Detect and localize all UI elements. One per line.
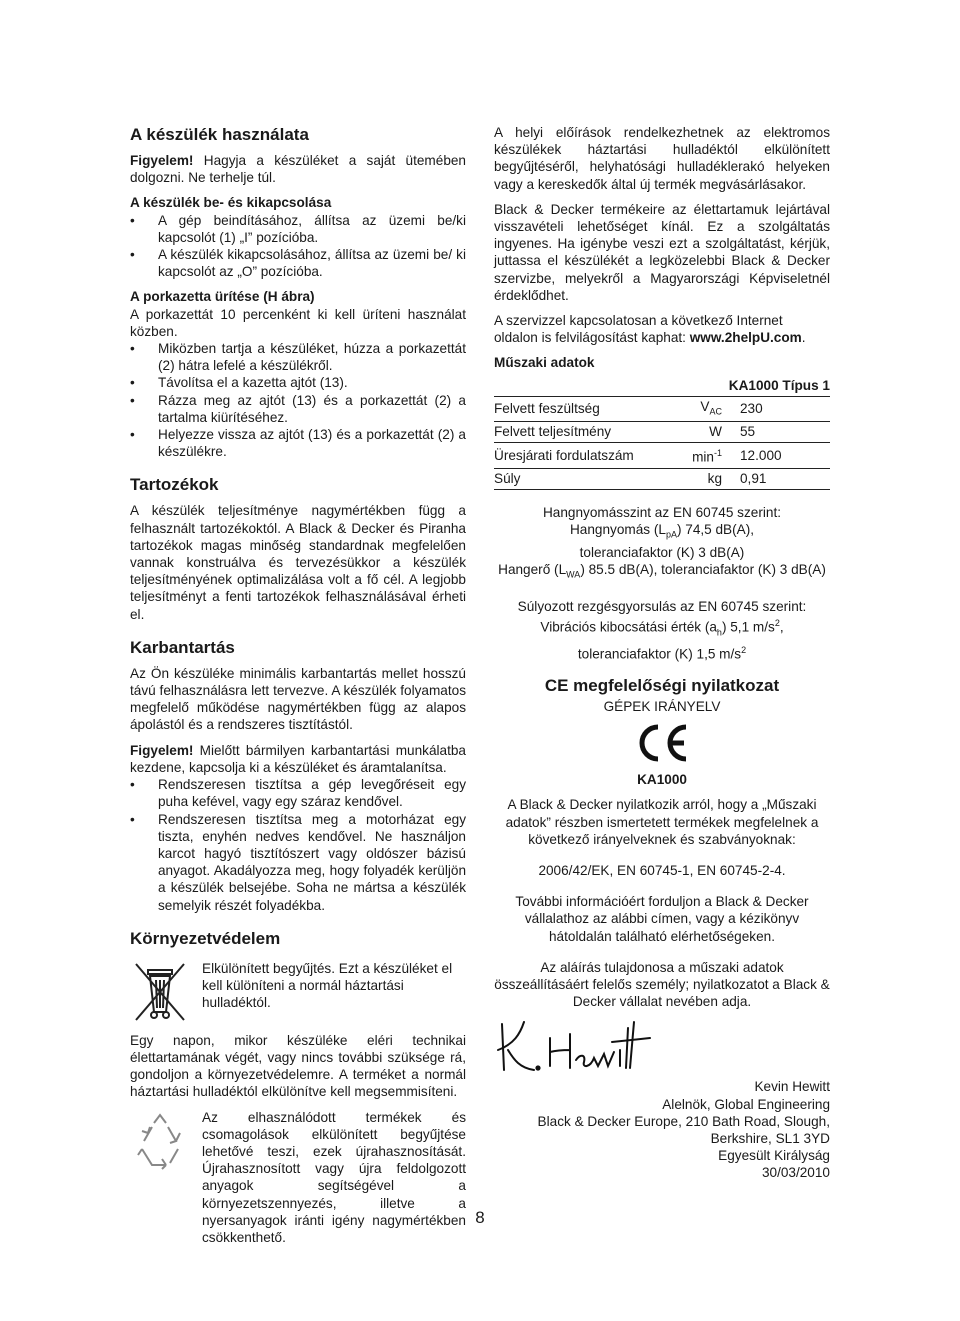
vib-sub: h <box>716 627 722 638</box>
bin-row <box>130 960 466 1024</box>
table-row <box>494 396 830 422</box>
unit-sub: AC <box>709 406 722 417</box>
unit: V <box>700 398 710 414</box>
maintenance-title: Karbantartás <box>130 637 235 657</box>
ce-mark-icon <box>494 721 830 769</box>
empty-intro: A porkazettát 10 percenként ki kell üríteni használat közben. <box>130 306 466 339</box>
accessories-title: Tartozékok <box>130 475 219 495</box>
crossed-bin-icon <box>130 960 190 1024</box>
service-text-end: . <box>801 330 806 346</box>
onoff-title: A készülék be- és kikapcsolása <box>130 195 332 211</box>
noise-pressure <box>494 521 830 544</box>
empty-list <box>130 340 466 460</box>
list-item: • Rendszeresen tisztítsa a gép levegőréseit egy puha kefével, vagy egy száraz kendővel. <box>130 776 466 810</box>
right-column <box>494 124 830 1182</box>
specs-title: Műszaki adatok <box>494 355 595 371</box>
noise-block <box>494 504 830 584</box>
ce-title: CE megfelelőségi nyilatkozat <box>544 675 780 695</box>
noise-power <box>494 561 830 584</box>
noise-tolerance: toleranciafaktor (K) 3 dB(A) <box>579 545 745 561</box>
list-item: • Rázza meg az ajtót (13) és a porkazettát (2) a tartalma kiürítéséhez. <box>130 392 466 426</box>
maintenance-warning <box>130 742 466 776</box>
signatory-block <box>494 1078 830 1181</box>
warning-text: Hagyja a készüléket a saját ütemében dolgozni. Ne terhelje túl. <box>130 153 466 186</box>
spec-value: 0,91 <box>732 468 830 489</box>
list-item: • Helyezze vissza az ajtót (13) és a porkazettát (2) a készülékre. <box>130 426 466 460</box>
spec-unit <box>662 443 732 469</box>
vib-text: , <box>779 619 784 635</box>
spec-label: Felvett feszültség <box>494 396 662 422</box>
spec-value: 230 <box>732 396 830 422</box>
list-item: • Rendszeresen tisztítsa meg a motorházat egy tiszta, enyhén nedves kendővel. Ne használjon karcot hagyó tisztítószert vagy oldószer bázisú anyagot. Akadályozza meg, hogy folyadék kerüljön a készülék belsejébe. Soha ne mártsa a készülék semelyik részét folyadékba. <box>130 811 466 914</box>
warning-text: Mielőtt bármilyen karbantartási munkálatba kezdene, kapcsolja ki a készüléket és áramtalanítsa. <box>130 742 466 775</box>
signatory-date: 30/03/2010 <box>761 1165 830 1181</box>
signatory-address-2: Berkshire, SL1 3YD <box>710 1130 830 1146</box>
service-text-body: A szervizzel kapcsolatosan a következő Internet oldalon is felvilágosítást kaphat: <box>494 313 783 346</box>
spec-unit <box>662 396 732 422</box>
warning-label: Figyelem! <box>130 742 194 758</box>
list-item: • A készülék kikapcsolásához, állítsa az üzemi be/ ki kapcsolót az „O” pozícióba. <box>130 246 466 280</box>
accessories-text: A készülék teljesítménye nagymértékben függ a felhasznált tartozékoktól. A Black & Decker és Piranha tartozékok magas minőség standardnak megfelelően vannak konstruálva és tervezésükkor a készülék teljesítményének optimalizálása volt a fő cél. A legjobb teljesítményt a fenti tartozékok felhasználásával érheti el. <box>130 503 466 622</box>
service-text <box>494 312 830 346</box>
ce-signatory-text: Az aláírás tulajdonosa a műszaki adatok összeállításáért felelős személy; nyilatkozatot a Black & Decker vállalat nevében adja. <box>494 959 830 1010</box>
usage-title: A készülék használata <box>130 125 309 144</box>
spec-unit: kg <box>662 468 732 489</box>
vib-text: toleranciafaktor (K) 1,5 m/s <box>577 646 742 662</box>
noise-text: ) 85.5 dB(A), toleranciafaktor (K) 3 dB(A) <box>580 562 826 578</box>
vib-text: ) 5,1 m/s <box>721 619 775 635</box>
vib-sup: 2 <box>774 618 780 629</box>
recycle-icon <box>130 1109 190 1173</box>
spec-label: Felvett teljesítmény <box>494 422 662 443</box>
signatory-title: Alelnök, Global Engineering <box>662 1096 830 1112</box>
table-header-row <box>494 376 830 397</box>
specs-header: KA1000 Típus 1 <box>494 376 830 397</box>
service-link[interactable]: www.2helpU.com <box>689 330 802 346</box>
signatory-country: Egyesült Királyság <box>718 1148 830 1164</box>
recycle-text: Az elhasználódott termékek és csomagolások elkülönített begyűjtése lehetővé teszi, ezek újrahasznosítását. Újrahasznosított vagy újra feldolgozott anyagok segítségével a környezetszennyezés, illetve a nyersanyagok iránti igény nagymértékben csökkenthető. <box>202 1109 466 1245</box>
list-item: • A gép beindításához, állítsa az üzemi be/ki kapcsolót (1) „I” pozícióba. <box>130 212 466 246</box>
noise-text: Hangerő (L <box>498 562 567 578</box>
onoff-list <box>130 212 466 281</box>
unit-sup: -1 <box>713 448 722 459</box>
maintenance-list <box>130 776 466 914</box>
spec-label: Súly <box>494 468 662 489</box>
vibration-value <box>494 615 830 641</box>
empty-title: A porkazetta ürítése (H ábra) <box>130 289 315 305</box>
usage-warning <box>130 152 466 186</box>
table-row <box>494 422 830 443</box>
list-item: • Távolítsa el a kazetta ajtót (13). <box>130 374 466 391</box>
environment-text: Egy napon, mikor készüléke eléri technikai élettartamának végét, vagy nincs további szüksége rá, gondoljon a környezetvédelemre. A terméket a normál háztartási hulladéktól elkülönítve kell megsemmisíteni. <box>130 1032 466 1100</box>
noise-sub: WA <box>566 569 581 580</box>
signature <box>494 1014 830 1078</box>
spec-unit: W <box>662 422 732 443</box>
warning-label: Figyelem! <box>130 153 194 168</box>
takeback-text: Black & Decker termékeire az élettartamuk lejártával visszavételi lehetőséget kínál. Ez a szolgáltatás ingyenes. Ha igénybe veszi ezt a szolgáltatást, kérjük, juttassa el készülékét a legközelebbi Black & Decker szervizbe, melyekről a Magyarországi Képviseletnél érdeklődhet. <box>494 201 830 303</box>
ce-more-info: További információért forduljon a Black & Decker vállalathoz az alábbi címen, vagy a kézikönyv hátoldalán található elérhetőségeken. <box>515 894 809 944</box>
bin-text: Elkülönített begyűjtés. Ezt a készüléket el kell különíteni a normál háztartási hulladéktól. <box>202 960 453 1011</box>
noise-heading: Hangnyomásszint az EN 60745 szerint: <box>542 504 781 520</box>
vib-sup: 2 <box>741 644 747 655</box>
ce-model: KA1000 <box>637 772 687 788</box>
table-row <box>494 468 830 489</box>
ce-subtitle: GÉPEK IRÁNYELV <box>603 698 721 714</box>
signatory-name: Kevin Hewitt <box>754 1079 830 1095</box>
table-row <box>494 443 830 469</box>
ce-standards: 2006/42/EK, EN 60745-1, EN 60745-2-4. <box>538 862 786 878</box>
ce-declaration: A Black & Decker nyilatkozik arról, hogy a „Műszaki adatok” részben ismertetett termékek megfelelnek a következő irányelveknek és szabványoknak: <box>505 797 819 847</box>
list-item: • Miközben tartja a készüléket, húzza a porkazettát (2) hátra lefelé a készülékről. <box>130 340 466 374</box>
spec-value: 12.000 <box>732 443 830 469</box>
maintenance-text: Az Ön készüléke minimális karbantartás mellet hosszú távú felhasználásra lett tervezve. A készülék folyamatos megfelelő működése nagymértékben függ az alapos ápolástól és a rendszeres tisztítástól. <box>130 665 466 733</box>
unit: min <box>692 449 714 465</box>
signatory-address-1: Black & Decker Europe, 210 Bath Road, Slough, <box>537 1113 830 1129</box>
noise-sub: pA <box>665 529 677 540</box>
left-column <box>130 124 466 1246</box>
vibration-block <box>494 598 830 662</box>
noise-text: ) 74,5 dB(A), <box>676 522 755 538</box>
vibration-heading: Súlyozott rezgésgyorsulás az EN 60745 szerint: <box>517 599 807 615</box>
spec-value: 55 <box>732 422 830 443</box>
vibration-tolerance <box>494 642 830 663</box>
environment-title: Környezetvédelem <box>130 928 281 948</box>
collection-text: A helyi előírások rendelkezhetnek az elektromos készülékek háztartási hulladéktól elkülönített begyűjtéséről, helyhatósági hulladéklerakó helyeken vagy a kereskedők által új termék megvásárlásakor. <box>494 125 830 192</box>
specs-table <box>494 376 830 490</box>
page-number: 8 <box>475 1208 485 1227</box>
spec-label: Üresjárati fordulatszám <box>494 443 662 469</box>
noise-text: Hangnyomás (L <box>569 522 666 538</box>
vib-text: Vibrációs kibocsátási érték (a <box>540 619 717 635</box>
